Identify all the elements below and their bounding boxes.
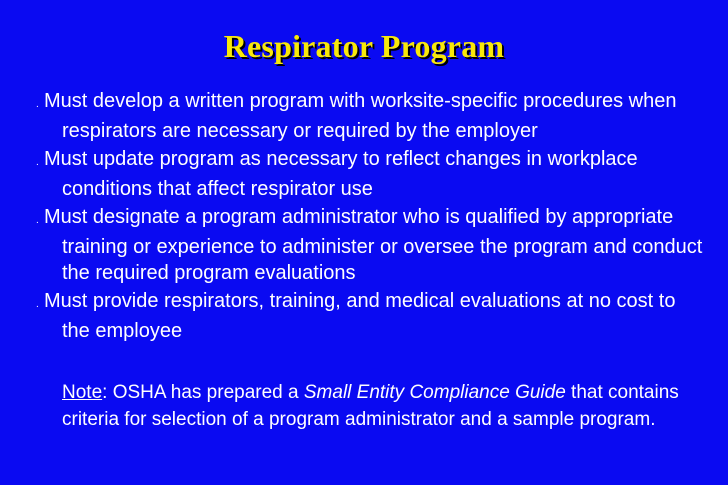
bullet-text: Must provide respirators, training, and medical evaluations at no cost to the employee <box>44 290 676 342</box>
note-text-rest: that contains criteria for selection of a program administrator and a sample program. <box>62 382 679 430</box>
bullet-item <box>28 288 708 344</box>
bullet-marker: . <box>36 299 39 310</box>
bullet-list <box>28 88 708 346</box>
bullet-text: Must update program as necessary to reflect changes in workplace conditions that affect respirator use <box>44 148 638 200</box>
bullet-marker: . <box>36 157 39 168</box>
note-paragraph <box>62 379 702 433</box>
bullet-item <box>28 204 708 286</box>
slide-title: Respirator Program <box>223 28 505 64</box>
note-label: Note <box>62 382 103 403</box>
bullet-marker: . <box>36 215 39 226</box>
note-guide-title: Small Entity Compliance Guide <box>303 382 566 403</box>
bullet-item <box>28 88 708 144</box>
note-text-intro: : OSHA has prepared a <box>102 382 304 403</box>
bullet-marker: . <box>36 99 39 110</box>
bullet-text: Must designate a program administrator who is qualified by appropriate training or experience to administer or oversee the program and conduct the required program evaluations <box>44 206 703 284</box>
bullet-item <box>28 146 708 202</box>
bullet-text: Must develop a written program with worksite-specific procedures when respirators are necessary or required by the employer <box>44 90 677 142</box>
